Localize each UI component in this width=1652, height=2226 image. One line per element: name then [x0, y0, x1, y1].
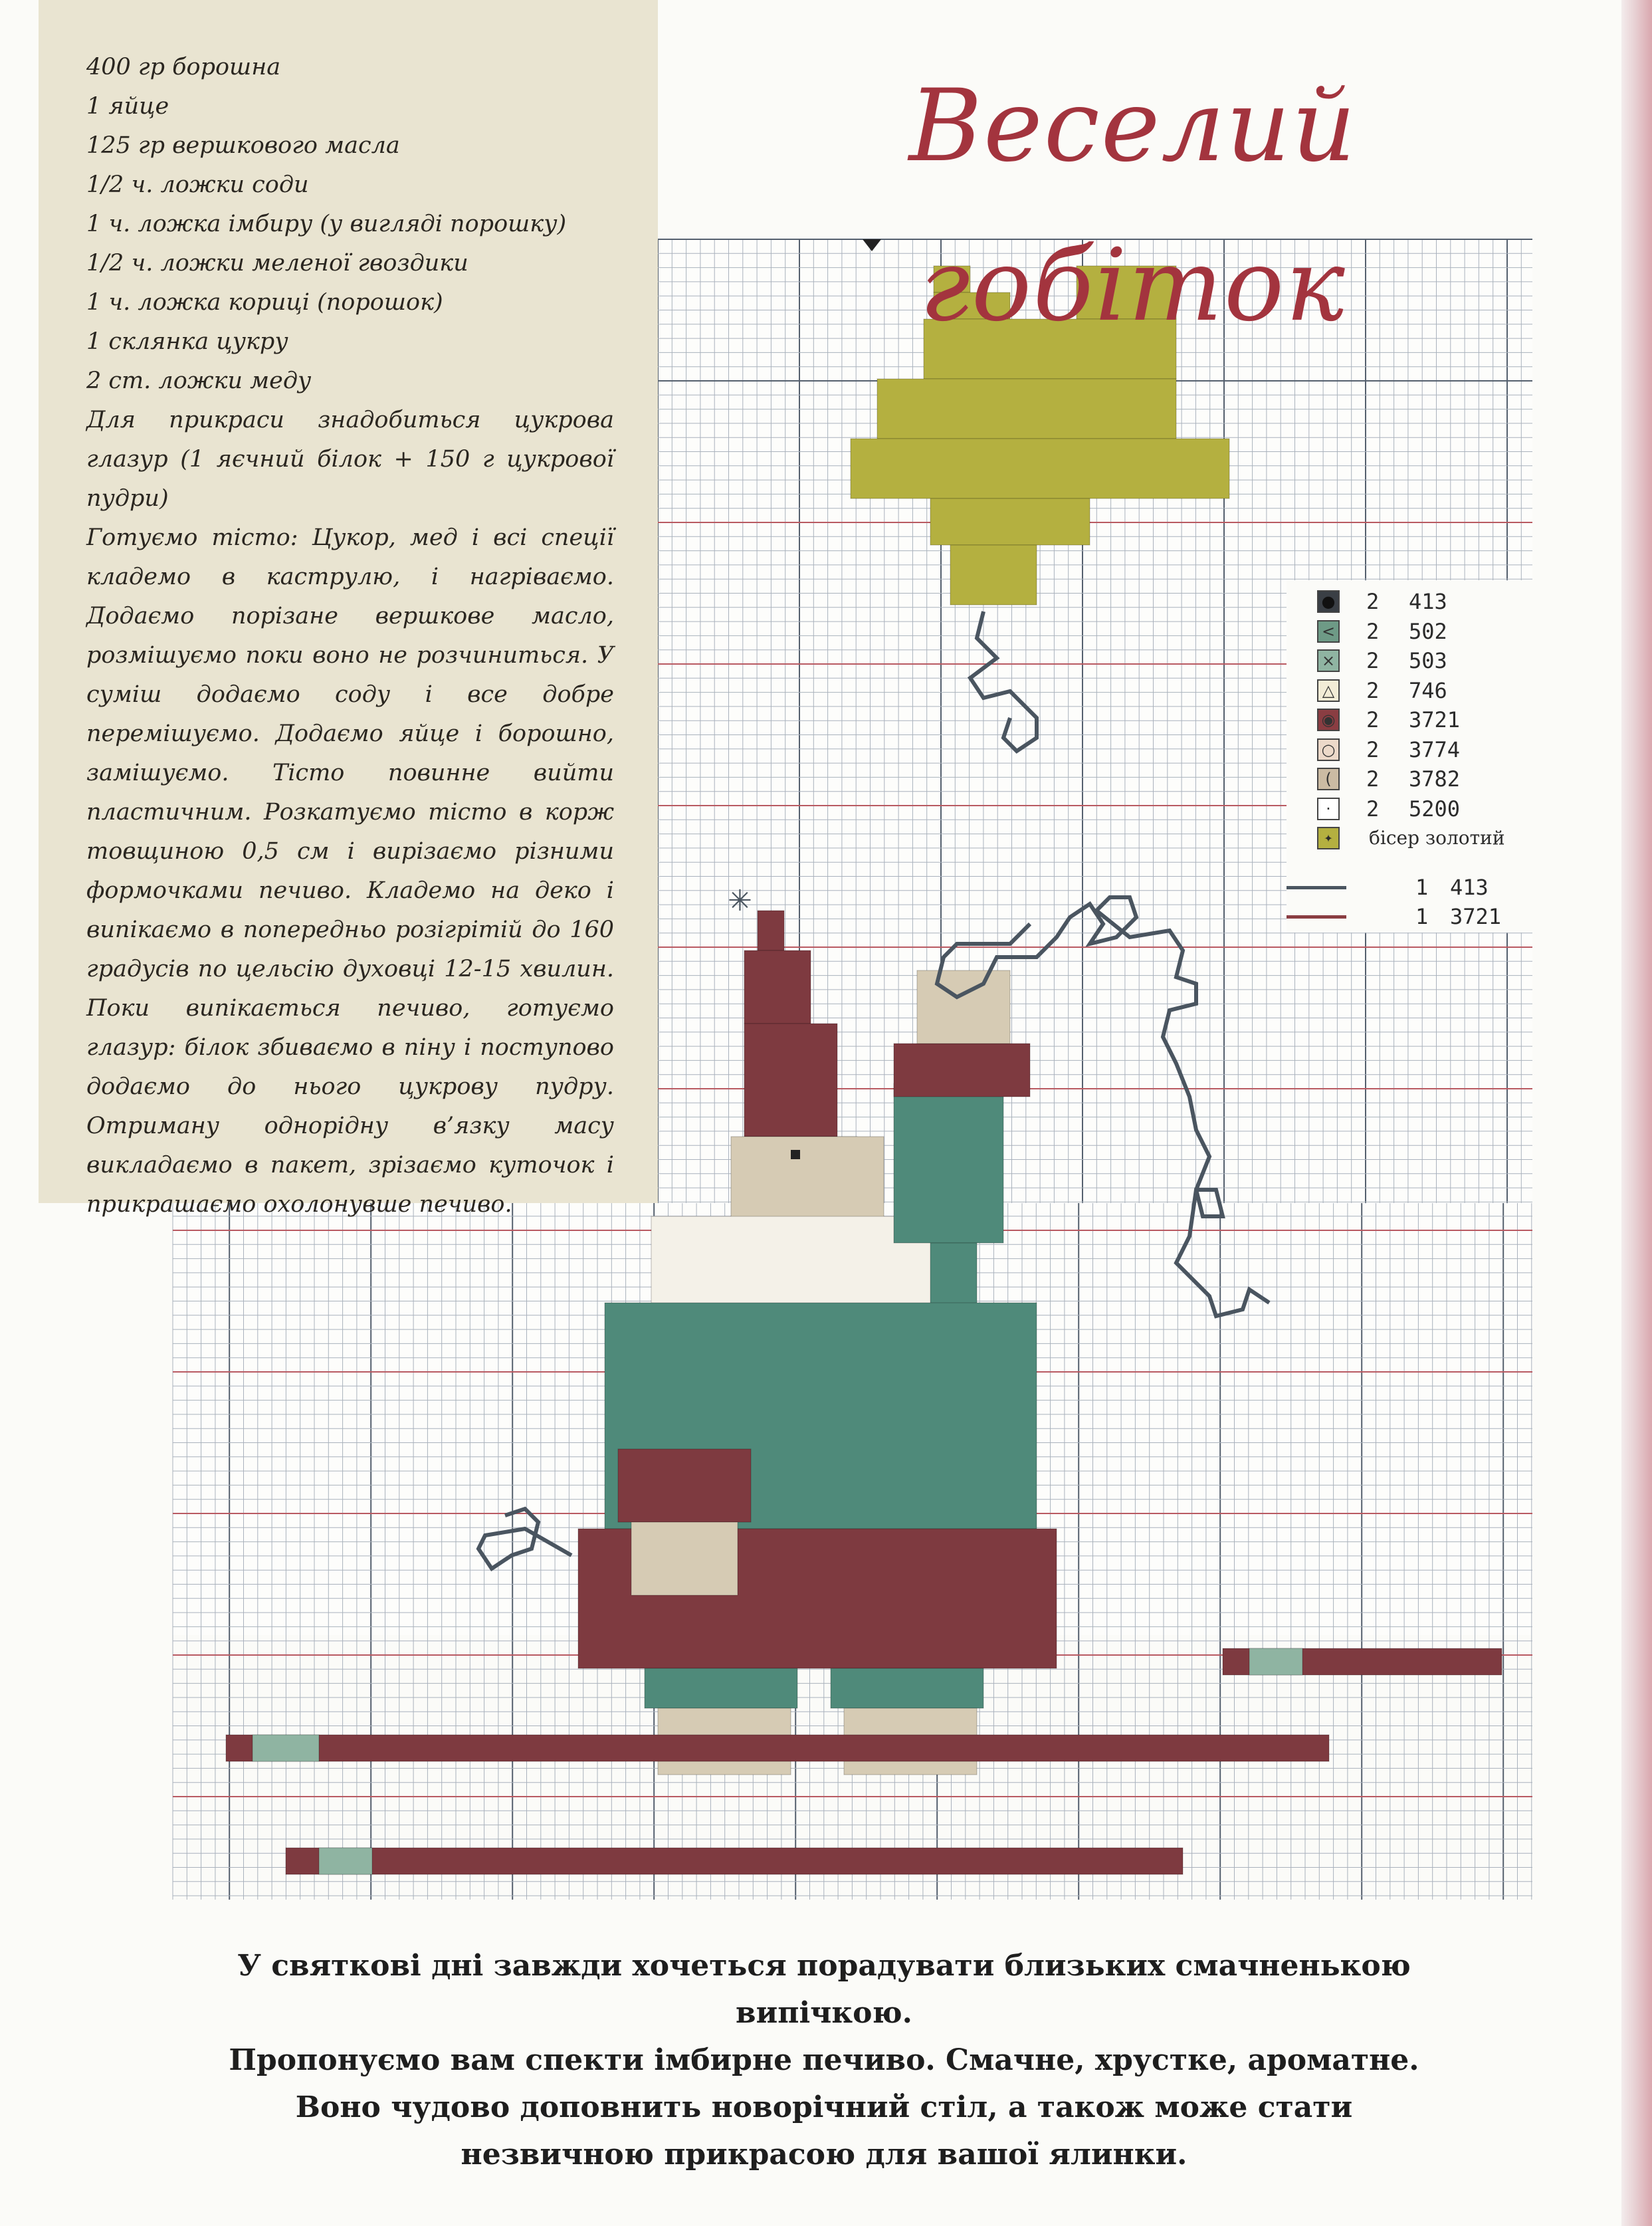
legend-strands: 2 [1366, 736, 1380, 762]
gnome-arm [618, 1449, 751, 1522]
intro-text-line: Воно чудово доповнить новорічний стіл, а також може стати [295, 2090, 1353, 2124]
intro-text-line: незвичною прикрасою для вашої ялинки. [461, 2138, 1187, 2171]
legend-strands: 1 [1415, 904, 1429, 929]
triangle-icon: △ [1317, 679, 1340, 702]
gnome-raised-arm-block [894, 1083, 1003, 1243]
cross-x-icon: × [1317, 649, 1340, 672]
ground-stripe-teal-block [319, 1848, 372, 1874]
backstitch-line-swatch [1287, 915, 1346, 919]
backstitch-line-swatch [1287, 886, 1346, 889]
legend-dmc-number: 502 [1409, 618, 1447, 644]
star-motif-block [950, 545, 1037, 605]
star-motif-block [930, 499, 1090, 545]
legend-strands: 2 [1366, 589, 1380, 614]
legend-dmc-number: 3782 [1409, 766, 1461, 792]
gnome-legs-block [831, 1668, 983, 1708]
gnome-mitten-cuff [917, 970, 1010, 1044]
gnome-hand-block [631, 1522, 738, 1595]
legend-row [1287, 735, 1539, 764]
legend-row [1287, 646, 1539, 675]
legend-dmc-number: 3721 [1409, 707, 1461, 732]
gnome-arm-block [618, 1449, 751, 1522]
star-motif-block [851, 439, 1229, 499]
recipe-instructions: Готуємо тісто: Цукор, мед і всі спеції кладемо в каструлю, і нагріваємо. Додаємо порізане вершкове масло, розмішуємо поки воно не розчиниться. У суміш додаємо соду і все добре перемішуємо. Додаємо яйце і борошно, замішуємо. Тісто повинне вийти пластичним. Розкатуємо тісто в корж товщиною 0,5 см і вирізаємо різними формочками печиво. Кладемо на деко і випікаємо в попередньо розігрітій до 160 градусів по цельсію духовці 12-15 хвилин. Поки випікається печиво, готуємо глазур: білок збиваємо в піну і поступово додаємо до нього цукрову пудру. Отриману однорідну в’язку масу викладаємо в пакет, зрізаємо куточок і прикрашаємо охолонувше печиво. [86, 524, 614, 1218]
color-legend [1287, 580, 1539, 933]
ingredients-list [86, 48, 614, 401]
ring-icon: ○ [1317, 738, 1340, 761]
legend-dmc-number: 3721 [1450, 904, 1502, 929]
ground-stripe-teal-block [253, 1735, 319, 1761]
ground-stripe-block [286, 1848, 1183, 1874]
legend-row-beads [1287, 824, 1539, 853]
legend-row [1287, 764, 1539, 794]
legend-strands: 2 [1366, 766, 1380, 792]
legend-row [1287, 705, 1539, 734]
ingredient-item: 1 склянка цукру [86, 328, 288, 355]
legend-row [1287, 794, 1539, 824]
star-motif-block [877, 379, 1176, 439]
intro-text-line: У святкові дні завжди хочеться порадувати близьких смачненькою випічкою. [237, 1949, 1411, 2030]
ingredient-item: 1/2 ч. ложки соди [86, 171, 309, 198]
legend-strands: 2 [1366, 707, 1380, 732]
gnome-mitten-cuff-block [917, 970, 1010, 1044]
legend-strands: 2 [1366, 796, 1380, 822]
ingredient-item: 1/2 ч. ложки меленої гвоздики [86, 250, 468, 277]
recipe-panel [39, 0, 658, 1218]
gnome-face-block [731, 1137, 884, 1230]
legend-row [1287, 676, 1539, 705]
legend-dmc-number: 746 [1409, 677, 1447, 703]
ingredient-item: 125 гр вершкового масла [86, 132, 400, 159]
page-title: Веселий гобіток [908, 68, 1358, 344]
legend-dmc-number: 503 [1409, 648, 1447, 673]
intro-text [159, 1942, 1489, 2178]
recipe-decoration: Для прикраси знадобиться цукрова глазур (1 яєчний білок + 150 г цукрової пудри) [86, 407, 614, 512]
bead-icon: ✦ [1317, 827, 1340, 849]
legend-row [1287, 587, 1539, 616]
ingredient-item: 1 яйце [86, 93, 169, 120]
legend-strands: 2 [1366, 618, 1380, 644]
legend-dmc-number: 3774 [1409, 736, 1461, 762]
hat-tip-star-icon: ✳ [728, 884, 752, 918]
legend-row-backstitch [1287, 873, 1539, 902]
gnome-mitten-block [894, 1044, 1030, 1097]
intro-text-line: Пропонуємо вам спекти імбирне печиво. Смачне, хрустке, ароматне. [229, 2043, 1419, 2077]
gnome-legs [645, 1668, 983, 1708]
legend-row [1287, 617, 1539, 646]
legend-row-backstitch [1287, 902, 1539, 931]
chevron-left-icon: < [1317, 620, 1340, 643]
ingredient-item: 400 гр борошна [86, 54, 281, 80]
ingredient-item: 2 ст. ложки меду [86, 368, 312, 394]
gnome-hat-block [758, 911, 784, 950]
gnome-eye [791, 1150, 800, 1159]
gnome-mitten [894, 1044, 1030, 1097]
dot-icon: · [1317, 798, 1340, 820]
legend-strands: 2 [1366, 648, 1380, 673]
gnome-face [731, 1137, 884, 1230]
filled-circle-icon: ● [1317, 590, 1340, 613]
legend-dmc-number: 5200 [1409, 796, 1461, 822]
gnome-hat-block [744, 1024, 837, 1137]
crescent-icon: ( [1317, 768, 1340, 790]
target-circle-icon: ◉ [1317, 709, 1340, 731]
gnome-hat-block [744, 950, 811, 1024]
ground-stripe-block [226, 1735, 1329, 1761]
legend-beads-label: бісер золотий [1369, 827, 1505, 849]
ingredient-item: 1 ч. ложка кориці (порошок) [86, 289, 443, 316]
gnome-hand [631, 1522, 738, 1595]
ingredient-item: 1 ч. ложка імбиру (у вигляді порошку) [86, 211, 567, 237]
ground-stripe-teal-block [1249, 1648, 1302, 1675]
legend-strands: 2 [1366, 677, 1380, 703]
legend-dmc-number: 413 [1409, 589, 1447, 614]
gnome-legs-block [645, 1668, 797, 1708]
legend-dmc-number: 413 [1450, 875, 1489, 900]
legend-strands: 1 [1415, 875, 1429, 900]
